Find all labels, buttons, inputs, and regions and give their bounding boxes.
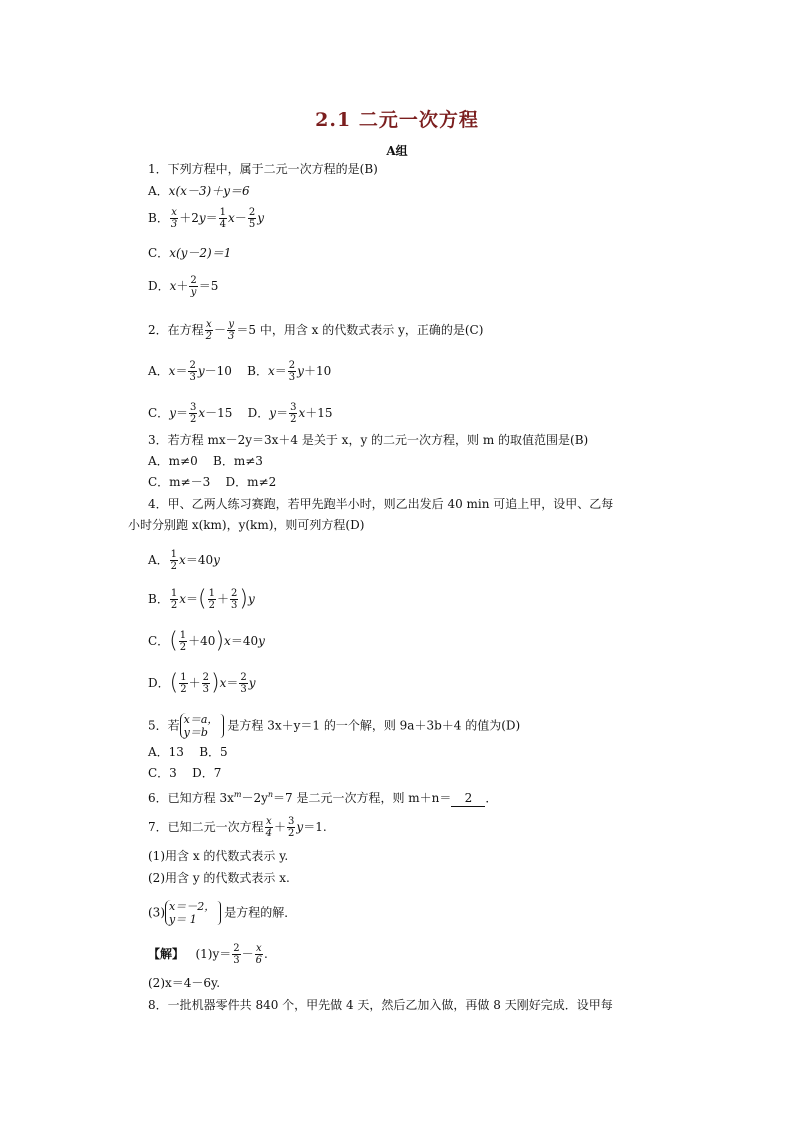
q7-solution-1: 【解】 (1)y＝ $\frac{2}{3}$ － $\frac{x}{6}$ .: [148, 943, 268, 966]
q2-options-ab: A．x＝ $\frac{2}{3}$ y－10 B．x＝ $\frac{2}{3}$ y＋10: [148, 360, 332, 383]
q1-option-d: D．x＋ $\frac{2}{y}$ ＝5: [148, 275, 219, 298]
q3-stem: 3．若方程 mx－2y＝3x＋4 是关于 x，y 的二元一次方程，则 m 的取值范围是(B): [148, 433, 589, 447]
q4-option-d: D．( $\frac{1}{2}$ ＋ $\frac{2}{3}$ )x＝ $\frac{2}{3}$ y: [148, 670, 256, 696]
q6-stem: 6．已知方程 $3x^m-2y^n=7$ 是二元一次方程，则 m＋n＝ 2 ．: [148, 790, 498, 805]
q5-stem: 5．若 x＝a， y＝b 是方程 3x＋y＝1 的一个解，则 9a＋3b＋4 的值为(D): [148, 713, 521, 739]
q7-solution-2: (2)x＝4－6y.: [148, 976, 221, 990]
q3-options-ab: A．m≠0 B．m≠3: [148, 454, 263, 468]
q2-options-cd: C．y＝ $\frac{3}{2}$ x－15 D．y＝ $\frac{3}{2}$ x＋15: [148, 402, 333, 425]
q1-option-c: C．x(y－2)＝1: [148, 246, 232, 260]
q2-stem: 2．在方程 $\frac{x}{2}$ － $\frac{y}{3}$ ＝5 中，用含 x 的代数式表示 y，正确的是(C): [148, 319, 484, 342]
q1-option-b: B． $\frac{x}{3}$ ＋2y＝ $\frac{1}{4}$ x－ $\frac{2}{5}$ y: [148, 207, 264, 230]
q4-option-a: A． $\frac{1}{2}$ x＝40y: [148, 549, 220, 572]
q6-answer: 2: [451, 790, 485, 807]
q1-option-a: A．x(x－3)＋y＝6: [148, 184, 250, 198]
q5-options-cd: C．3 D．7: [148, 766, 222, 780]
q4-option-b: B． $\frac{1}{2}$ x＝( $\frac{1}{2}$ ＋ $\frac{2}{3}$ )y: [148, 586, 255, 612]
q1-stem: 1．下列方程中，属于二元一次方程的是(B): [148, 162, 378, 176]
q8-stem: 8．一批机器零件共 840 个，甲先做 4 天，然后乙加入做，再做 8 天刚好完成．设甲每: [148, 998, 613, 1012]
q5-options-ab: A．13 B．5: [148, 745, 228, 759]
q7-part-1: (1)用含 x 的代数式表示 y.: [148, 849, 289, 863]
q7-part-3: (3) x＝－2， y＝ 1 是方程的解．: [148, 900, 297, 926]
q4-stem-1: 4．甲、乙两人练习赛跑，若甲先跑半小时，则乙出发后 40 min 可追上甲，设甲、乙每: [148, 497, 614, 511]
page-title: 2.1 二元一次方程: [315, 109, 479, 131]
group-heading: A组: [386, 144, 408, 158]
q7-stem: 7．已知二元一次方程 $\frac{x}{4}$ ＋ $\frac{3}{2}$ y＝1.: [148, 816, 327, 839]
q7-part-2: (2)用含 y 的代数式表示 x.: [148, 871, 290, 885]
q4-option-c: C．( $\frac{1}{2}$ ＋40)x＝40y: [148, 628, 265, 654]
q3-options-cd: C．m≠－3 D．m≠2: [148, 475, 277, 489]
q4-stem-2: 小时分别跑 x(km)，y(km)，则可列方程(D): [128, 518, 365, 532]
